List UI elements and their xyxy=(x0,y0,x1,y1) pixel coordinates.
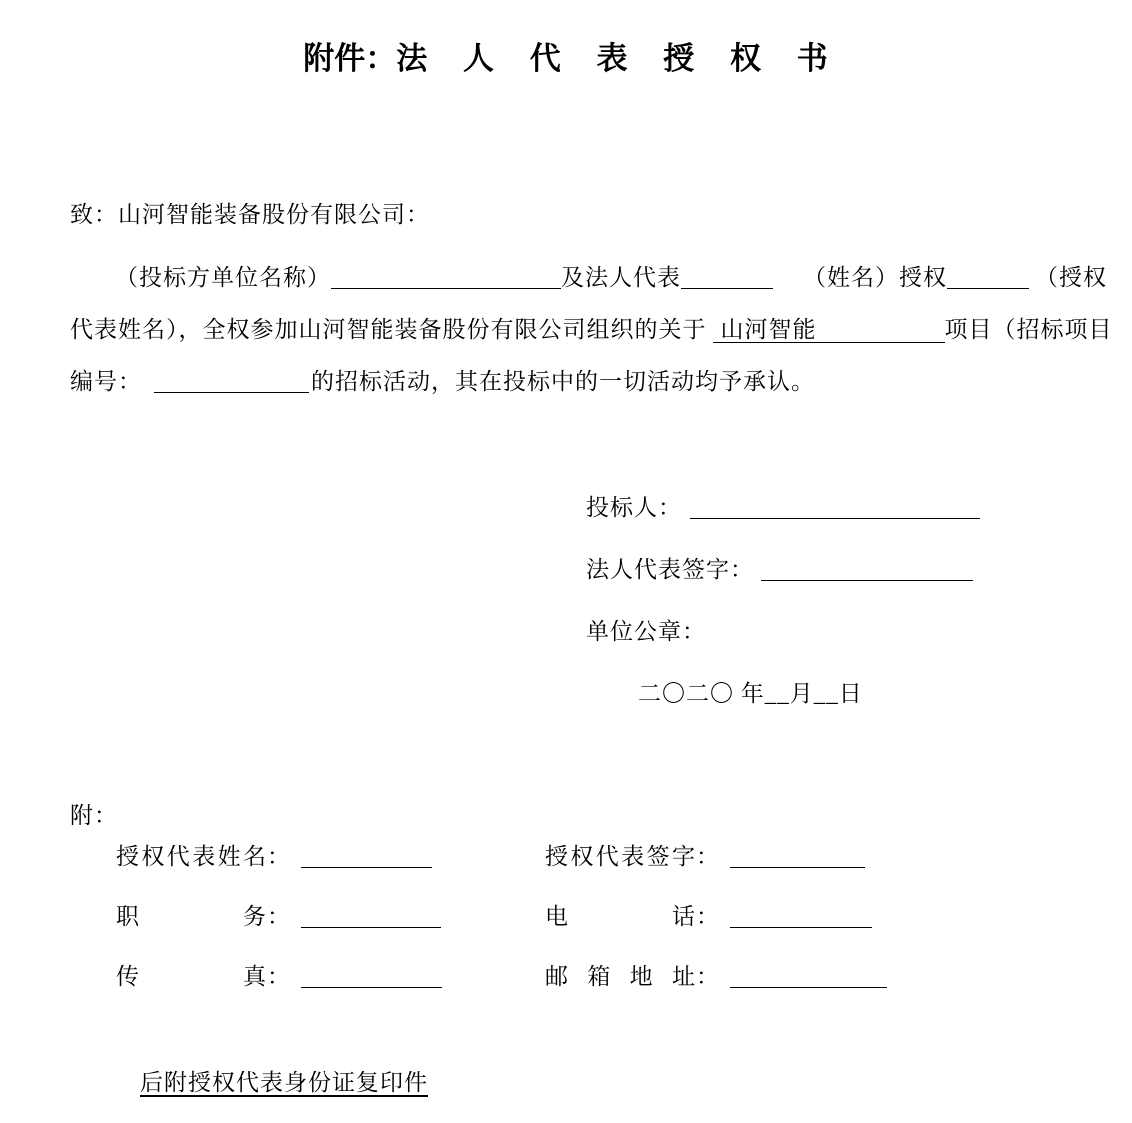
colon: ： xyxy=(696,844,720,869)
colon: ： xyxy=(267,904,291,929)
page-title xyxy=(0,33,1132,78)
authorized-rep-name-label: 授权代表姓名 xyxy=(116,844,267,869)
phone-blank xyxy=(730,903,872,928)
title-main: 法 人 代 表 授 权 书 xyxy=(396,41,829,76)
authorized-rep-name-cell xyxy=(116,843,545,871)
legal-rep-label: 及法人代表 xyxy=(561,265,681,290)
authorization-text: 代表姓名），全权参加山河智能装备股份有限公司组织的关于 xyxy=(70,317,707,342)
attachment-row-1 xyxy=(116,843,887,871)
fax-cell xyxy=(116,963,545,991)
position-cell xyxy=(116,903,545,931)
name-note-label: （姓名）授权 xyxy=(803,265,947,290)
bidder-label: 投标人： xyxy=(586,495,682,520)
legal-rep-sign-label: 法人代表签字： xyxy=(586,557,754,582)
fax-blank xyxy=(301,963,442,988)
attachment-rows xyxy=(116,843,887,1023)
email-address-label: 邮箱地址 xyxy=(545,964,696,989)
legal-rep-name-blank xyxy=(681,264,773,289)
attachment-row-2 xyxy=(116,903,887,931)
email-address-cell xyxy=(545,963,887,991)
authorized-rep-sign-blank xyxy=(730,843,865,868)
project-name-value: 山河智能 xyxy=(720,317,817,342)
position-label: 职务 xyxy=(116,904,267,929)
date-row: 二〇二〇 年__月__日 xyxy=(638,681,863,706)
phone-cell xyxy=(545,903,872,931)
paragraph-line-3 xyxy=(70,356,1130,408)
attachment-row-3 xyxy=(116,963,887,991)
title-prefix: 附件： xyxy=(303,41,397,76)
project-number-blank xyxy=(154,368,309,393)
project-label: 项目（招标项目 xyxy=(944,317,1113,342)
legal-rep-signature-blank xyxy=(761,556,973,581)
attachment-heading: 附： xyxy=(70,803,118,828)
signature-block xyxy=(586,494,980,742)
bidder-signature-blank xyxy=(690,494,980,519)
position-blank xyxy=(301,903,441,928)
colon: ： xyxy=(267,964,291,989)
project-name-blank xyxy=(713,316,945,343)
phone-label: 电话 xyxy=(545,904,696,929)
bidder-row xyxy=(586,494,980,521)
paragraph-line-2 xyxy=(70,304,1130,356)
authorized-name-blank xyxy=(947,264,1029,289)
bidder-unit-name-blank xyxy=(331,264,561,289)
paragraph-line-1 xyxy=(70,252,1130,304)
colon: ： xyxy=(696,904,720,929)
salutation-line: 致：山河智能装备股份有限公司： xyxy=(70,202,430,227)
legal-rep-sign-row xyxy=(586,556,980,583)
fax-label: 传真 xyxy=(116,964,267,989)
company-seal-label: 单位公章： xyxy=(586,619,706,644)
authorized-rep-sign-label: 授权代表签字 xyxy=(545,844,696,869)
bidder-unit-name-label: （投标方单位名称） xyxy=(115,265,331,290)
colon: ： xyxy=(696,964,720,989)
body-paragraph xyxy=(70,252,1130,408)
company-seal-row xyxy=(586,618,980,645)
authorized-rep-sign-cell xyxy=(545,843,865,871)
colon: ： xyxy=(267,844,291,869)
id-copy-footnote: 后附授权代表身份证复印件 xyxy=(140,1070,428,1095)
authorized-rep-name-blank xyxy=(301,843,432,868)
project-number-label: 编号： xyxy=(70,369,142,394)
authorized-note-open: （授权 xyxy=(1035,265,1107,290)
closing-text: 的招标活动，其在投标中的一切活动均予承认。 xyxy=(311,369,815,394)
email-address-blank xyxy=(730,963,887,988)
